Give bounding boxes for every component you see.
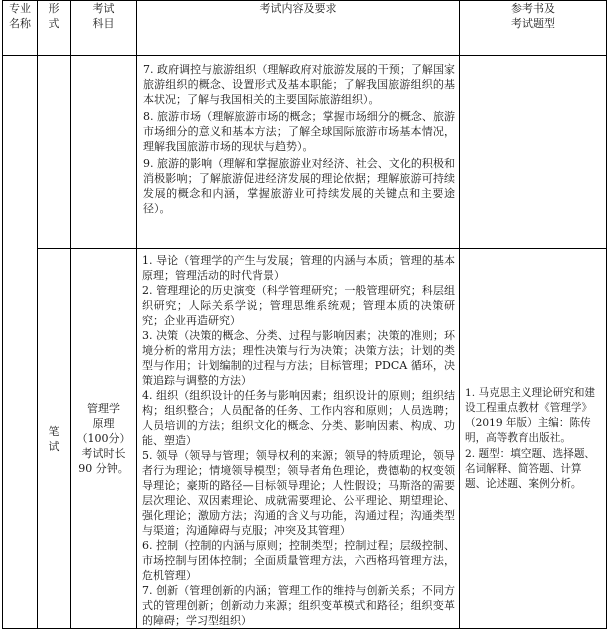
content-item: 2. 管理理论的历史演变（科学管理研究；一般管理研究；科层组织研究；人际关系学说；管理思维系统观；管理本质的决策研究；企业再造研究） [142, 284, 455, 327]
form-cell-1 [38, 56, 71, 249]
row-tourism-topics [3, 56, 607, 249]
form-cell-2: 笔 试 [38, 249, 71, 629]
header-reference: 参考书及 考试题型 [460, 1, 607, 56]
content-item: 5. 领导（领导与管理；领导权利的来源；领导的特质理论，领导者行为理论；情境领导模型；领导者角色理论，费德勒的权变领导理论；豪斯的路径—目标领导理论；人性假设；马斯洛的需要层次理论、双因素理论、成就需要理论、公平理论、期望理论、强化理论；激励方法；沟通的含义与功能，沟通过程；沟通类型与渠道；沟通障碍与克服；冲突及其管理） [142, 449, 455, 537]
content-cell-2 [137, 249, 460, 629]
content-item: 9. 旅游的影响（理解和掌握旅游业对经济、社会、文化的积极和消极影响；了解旅游促进经济发展的理论依据；理解旅游可持续发展的概念和内涵，掌握旅游业可持续发展的关键点和主要途径）。 [143, 157, 455, 215]
content-item: 7. 创新（管理创新的内涵；管理工作的维持与创新关系；不同方式的管理创新；创新动力来源；组织变革模式和路径；组织变革的障碍；学习型组织） [142, 584, 455, 627]
syllabus-table [2, 0, 607, 629]
subject-cell-2 [71, 249, 137, 629]
content-item: 1. 导论（管理学的产生与发展；管理的内涵与本质；管理的基本原理；管理活动的时代背景） [142, 254, 455, 282]
course-info: 管理学 原理 （100分） 考试时长 90 分钟。 [76, 402, 131, 475]
row-management [3, 249, 607, 629]
header-subject: 考试 科目 [71, 1, 137, 56]
content-cell-1 [137, 56, 460, 249]
subject-cell-1 [71, 56, 137, 249]
header-major: 专业 名称 [3, 1, 38, 56]
header-row [3, 1, 607, 56]
content-item: 4. 组织（组织设计的任务与影响因素；组织设计的原则；组织结构；组织整合；人员配备的任务、工作内容和原则；人员选聘；人员培训的方法；组织文化的概念、分类、影响因素、构成、功能、塑造） [142, 389, 455, 447]
reference-cell-1 [460, 56, 607, 249]
header-content: 考试内容及要求 [137, 1, 460, 56]
reference-list [460, 386, 606, 492]
reference-cell-2 [460, 249, 607, 629]
reference-item: 2. 题型：填空题、选择题、名词解释、简答题、计算题、论述题、案例分析。 [465, 447, 596, 490]
major-cell [3, 56, 38, 629]
exam-syllabus-page [2, 0, 606, 628]
content-item: 8. 旅游市场（理解旅游市场的概念；掌握市场细分的概念、旅游市场细分的意义和基本方法；了解全球国际旅游市场基本情况，理解我国旅游市场的现状与趋势）。 [143, 110, 455, 153]
header-form: 形 式 [38, 1, 71, 56]
content-item: 3. 决策（决策的概念、分类、过程与影响因素；决策的准则；环境分析的常用方法；理性决策与行为决策；决策方法；计划的类型与作用；计划编制的过程与方法；目标管理；PDCA 循环，决策追踪与调整的方法） [142, 329, 455, 387]
content-item: 7. 政府调控与旅游组织（理解政府对旅游发展的干预；了解国家旅游组织的概念、设置形式及基本职能；了解我国旅游组织的基本状况；了解与我国相关的主要国际旅游组织）。 [143, 63, 455, 106]
content-item: 6. 控制（控制的内涵与原则；控制类型；控制过程；层级控制、市场控制与团体控制；全面质量管理方法，六西格玛管理方法，危机管理） [142, 539, 455, 582]
reference-item: 1. 马克思主义理论研究和建设工程重点教材《管理学》（2019 年版）主编：陈传明，高等教育出版社。 [465, 386, 596, 444]
